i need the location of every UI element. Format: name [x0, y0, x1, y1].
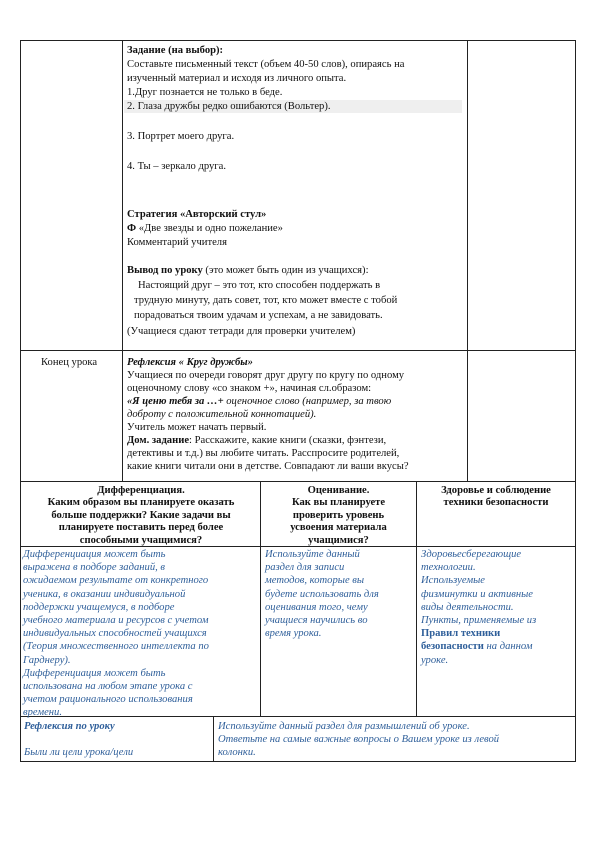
eval-header-q1: Как вы планируете	[291, 497, 386, 509]
reflection-question: Были ли цели урока/цели	[24, 747, 134, 758]
diff-header	[21, 485, 261, 547]
eval-line: время урока.	[265, 628, 322, 640]
eval-line: будете использовать для	[265, 588, 379, 600]
health-bold-line-2	[421, 640, 573, 653]
homework-text-1: : Расскажите, какие книги (сказки, фэнтези,	[189, 435, 387, 446]
diff-header-q1: Каким образом вы планируете оказать	[47, 497, 235, 509]
health-line: Здоровьесберегающие	[421, 549, 522, 560]
health-header-line-2: техники безопасности	[443, 497, 549, 509]
diff-header-q4: способными учащимися?	[79, 534, 203, 546]
eval-line: учащиеся научились во	[265, 615, 368, 627]
health-bold-text: безопасности	[421, 641, 484, 653]
diff-line: Дифференциация может быть	[23, 549, 166, 560]
eval-line: Используйте данный	[265, 549, 360, 560]
table-border-top	[20, 40, 576, 41]
reflection-instruction-3: колонки.	[218, 747, 256, 758]
task-item-4: 4. Ты – зеркало друга.	[127, 161, 226, 172]
reflection-title: Рефлексия по уроку	[24, 721, 115, 732]
health-details	[421, 548, 573, 667]
end-line-2: оценочному слову «со знаком +», начиная сл.образом:	[127, 383, 372, 394]
eval-header-title: Оценивание.	[307, 485, 370, 496]
health-line: Используемые	[421, 575, 485, 587]
col-divider-resources	[467, 40, 468, 481]
conclusion-line-1: Настоящий друг – это тот, кто способен поддержать в	[138, 280, 381, 291]
diff-line: ожидаемом результате от конкретного	[23, 575, 209, 587]
col-divider-label	[122, 40, 123, 481]
diff-line: выражена в подборе заданий, в	[23, 562, 166, 574]
task-item-2	[124, 100, 462, 113]
task-item-1: 1.Друг познается не только в беде.	[127, 87, 283, 98]
table-border-right	[575, 40, 576, 762]
table-border-left	[20, 40, 21, 762]
end-quote-line-2: доброту с положительной коннотацией).	[127, 409, 317, 420]
diff-line: учетом рационального использования	[23, 694, 193, 706]
health-header	[417, 485, 575, 510]
eval-header-q4: учащимися?	[308, 534, 369, 546]
health-last-line: уроке.	[421, 654, 449, 666]
diff-line: поддержки учащемуся, в подборе	[23, 601, 175, 613]
eval-line: методов, которые вы	[265, 575, 365, 587]
conclusion-note: (Учащиеся сдают тетради для проверки учителем)	[127, 326, 356, 337]
health-line: виды деятельности.	[421, 601, 514, 613]
conclusion-label-rest: (это может быть один из учащихся):	[202, 265, 369, 276]
eval-line: раздел для записи	[265, 562, 345, 574]
eval-details	[265, 548, 415, 640]
col-divider-eval	[416, 481, 417, 716]
strategy-title: Стратегия «Авторский стул»	[127, 209, 267, 220]
reflection-instruction-1: Используйте данный раздел для размышлений об уроке.	[218, 721, 470, 732]
health-header-line-1: Здоровье и соблюдение	[441, 485, 551, 496]
diff-line: (Теория множественного интеллекта по	[23, 641, 209, 653]
reflection-circle-title: Рефлексия « Круг дружбы»	[127, 357, 253, 368]
end-line-1: Учащиеся по очереди говорят друг другу по кругу по одному	[127, 370, 405, 381]
task-item-3: 3. Портрет моего друга.	[127, 131, 235, 142]
conclusion-heading	[127, 264, 369, 277]
task-line-2: изученный материал и исходя из личного опыта.	[127, 73, 347, 84]
strategy-f-label: Ф	[127, 223, 137, 234]
health-line: технологии.	[421, 562, 476, 574]
teacher-comment: Комментарий учителя	[127, 237, 227, 248]
task-item-2-text: 2. Глаза дружбы редко ошибаются (Вольтер).	[127, 101, 331, 112]
health-bold-line-1: Правил техники	[421, 628, 501, 640]
diff-line: индивидуальных способностей учащихся	[23, 628, 207, 640]
reflection-instruction-2: Ответьте на самые важные вопросы о Вашем уроке из левой	[218, 734, 500, 745]
diff-line: времени.	[23, 707, 62, 719]
row-divider-end	[20, 350, 576, 351]
diff-line: Дифференциация может быть	[23, 667, 166, 679]
homework-label: Дом. задание	[127, 435, 190, 446]
conclusion-line-2: трудную минуту, дать совет, тот, кто может вместе с тобой	[134, 295, 398, 306]
conclusion-label: Вывод по уроку	[127, 265, 203, 276]
task-title: Задание (на выбор):	[127, 45, 224, 56]
homework-line-2: детективы и т.д.) вы любите читать. Расспросите родителей,	[127, 448, 400, 459]
col-divider-reflection	[213, 716, 214, 762]
homework-line-1	[127, 434, 386, 447]
strategy-f-text: «Две звезды и одно пожелание»	[136, 223, 283, 234]
end-quote-line-1	[127, 395, 391, 408]
end-quote-rest: оценочное слово (например, за твою	[226, 396, 392, 407]
diff-header-q3: планируете поставить перед более	[58, 522, 224, 534]
diff-header-q2: больше поддержки? Какие задачи вы	[51, 509, 231, 521]
end-quote-start: «Я ценю тебя за …+	[127, 396, 227, 407]
eval-header	[261, 485, 416, 547]
diff-header-title: Дифференциация.	[97, 485, 185, 496]
eval-line: оценивания того, чему	[265, 601, 368, 613]
health-line: физминутки и активные	[421, 588, 533, 600]
task-line-1: Составьте письменный текст (объем 40-50 слов), опираясь на	[127, 59, 405, 70]
end-of-lesson-label: Конец урока	[41, 357, 98, 368]
diff-line: Гарднеру).	[23, 654, 71, 666]
strategy-f-line	[127, 222, 283, 235]
diff-line: учебного материала и ресурсов с учетом	[23, 615, 209, 627]
end-teacher-line: Учитель может начать первый.	[127, 422, 267, 433]
health-after-text: на данном	[483, 641, 533, 653]
health-line: Пункты, применяемые из	[421, 615, 537, 627]
diff-line: ученика, в оказании индивидуальной	[23, 588, 186, 600]
diff-line: использована на любом этапе урока с	[23, 681, 193, 693]
homework-line-3: какие книги читали они в детстве. Совпадают ли ваши вкусы?	[127, 461, 409, 472]
conclusion-line-3: порадоваться твоим удачам и успехам, а не завидовать.	[134, 310, 383, 321]
row-divider-headers	[20, 481, 576, 482]
table-border-bottom	[20, 761, 576, 762]
eval-header-q2: проверить уровень	[292, 509, 385, 521]
eval-header-q3: усвоения материала	[290, 522, 387, 534]
diff-details	[23, 548, 259, 720]
